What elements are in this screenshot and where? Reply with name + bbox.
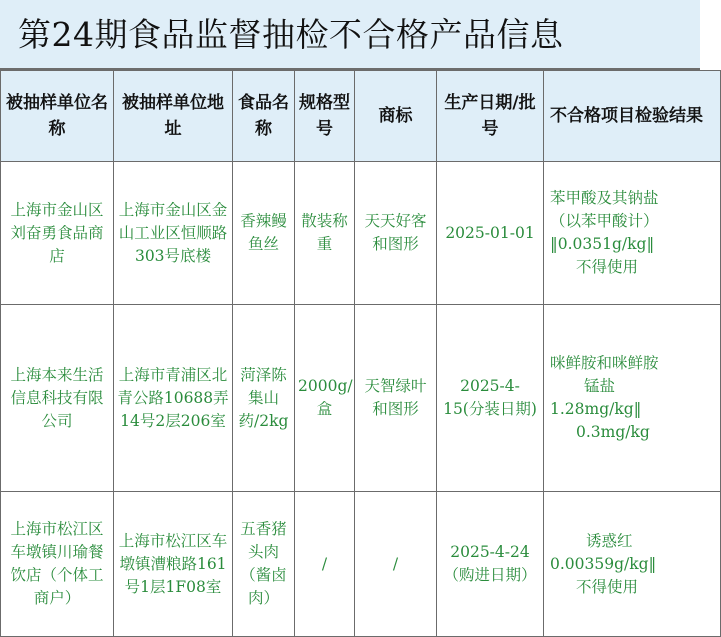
header-date-batch: 生产日期/批号: [437, 71, 544, 162]
table-row: [1, 492, 721, 637]
result-line: 苯甲酸及其钠盐: [550, 189, 659, 207]
result-line: 0.00359g/kg‖: [550, 554, 657, 573]
result-line: 0.3mg/kg: [576, 423, 650, 441]
header-unit-address: 被抽样单位地址: [114, 71, 233, 162]
cell-brand: 天智绿叶和图形: [355, 305, 437, 492]
cell-result: [544, 305, 721, 492]
cell-unit-address: 上海市松江区车墩镇漕粮路161号1层1F08室: [114, 492, 233, 637]
header-result: 不合格项目检验结果: [544, 71, 721, 162]
result-line: 不得使用: [576, 577, 639, 596]
cell-unit-name: 上海本来生活信息科技有限公司: [1, 305, 114, 492]
cell-food-name: 五香猪头肉（酱卤肉）: [233, 492, 295, 637]
cell-brand: /: [355, 492, 437, 637]
cell-spec: 散装称重: [295, 162, 355, 305]
cell-result: [544, 492, 721, 637]
cell-date-batch: 2025-01-01: [437, 162, 544, 305]
cell-unit-address: 上海市青浦区北青公路10688弄14号2层206室: [114, 305, 233, 492]
cell-unit-address: 上海市金山区金山工业区恒顺路303号底楼: [114, 162, 233, 305]
cell-food-name: 菏泽陈集山药/2kg: [233, 305, 295, 492]
cell-date-batch: 2025-4-15(分装日期): [437, 305, 544, 492]
page-title: 第24期食品监督抽检不合格产品信息: [0, 0, 700, 70]
cell-food-name: 香辣鳗鱼丝: [233, 162, 295, 305]
cell-unit-name: 上海市金山区刘奋勇食品商店: [1, 162, 114, 305]
result-line: 不得使用: [576, 258, 639, 276]
result-line: 1.28mg/kg‖: [550, 400, 642, 418]
table-row: [1, 162, 721, 305]
result-line: 咪鲜胺和咪鲜胺: [550, 354, 659, 372]
header-unit-name: 被抽样单位名称: [1, 71, 114, 162]
header-food-name: 食品名称: [233, 71, 295, 162]
result-line: ‖0.0351g/kg‖: [550, 235, 655, 253]
product-table: [0, 70, 721, 637]
cell-spec: 2000g/盒: [295, 305, 355, 492]
cell-unit-name: 上海市松江区车墩镇川瑜餐饮店（个体工商户）: [1, 492, 114, 637]
result-line: 锰盐: [584, 377, 616, 395]
cell-date-batch: 2025-4-24（购进日期）: [437, 492, 544, 637]
result-line: （以苯甲酸计）: [550, 212, 659, 230]
table-header-row: [1, 71, 721, 162]
table-row: [1, 305, 721, 492]
cell-spec: /: [295, 492, 355, 637]
header-brand: 商标: [355, 71, 437, 162]
result-line: 诱惑红: [586, 531, 633, 550]
cell-result: [544, 162, 721, 305]
header-spec: 规格型号: [295, 71, 355, 162]
cell-brand: 天天好客和图形: [355, 162, 437, 305]
